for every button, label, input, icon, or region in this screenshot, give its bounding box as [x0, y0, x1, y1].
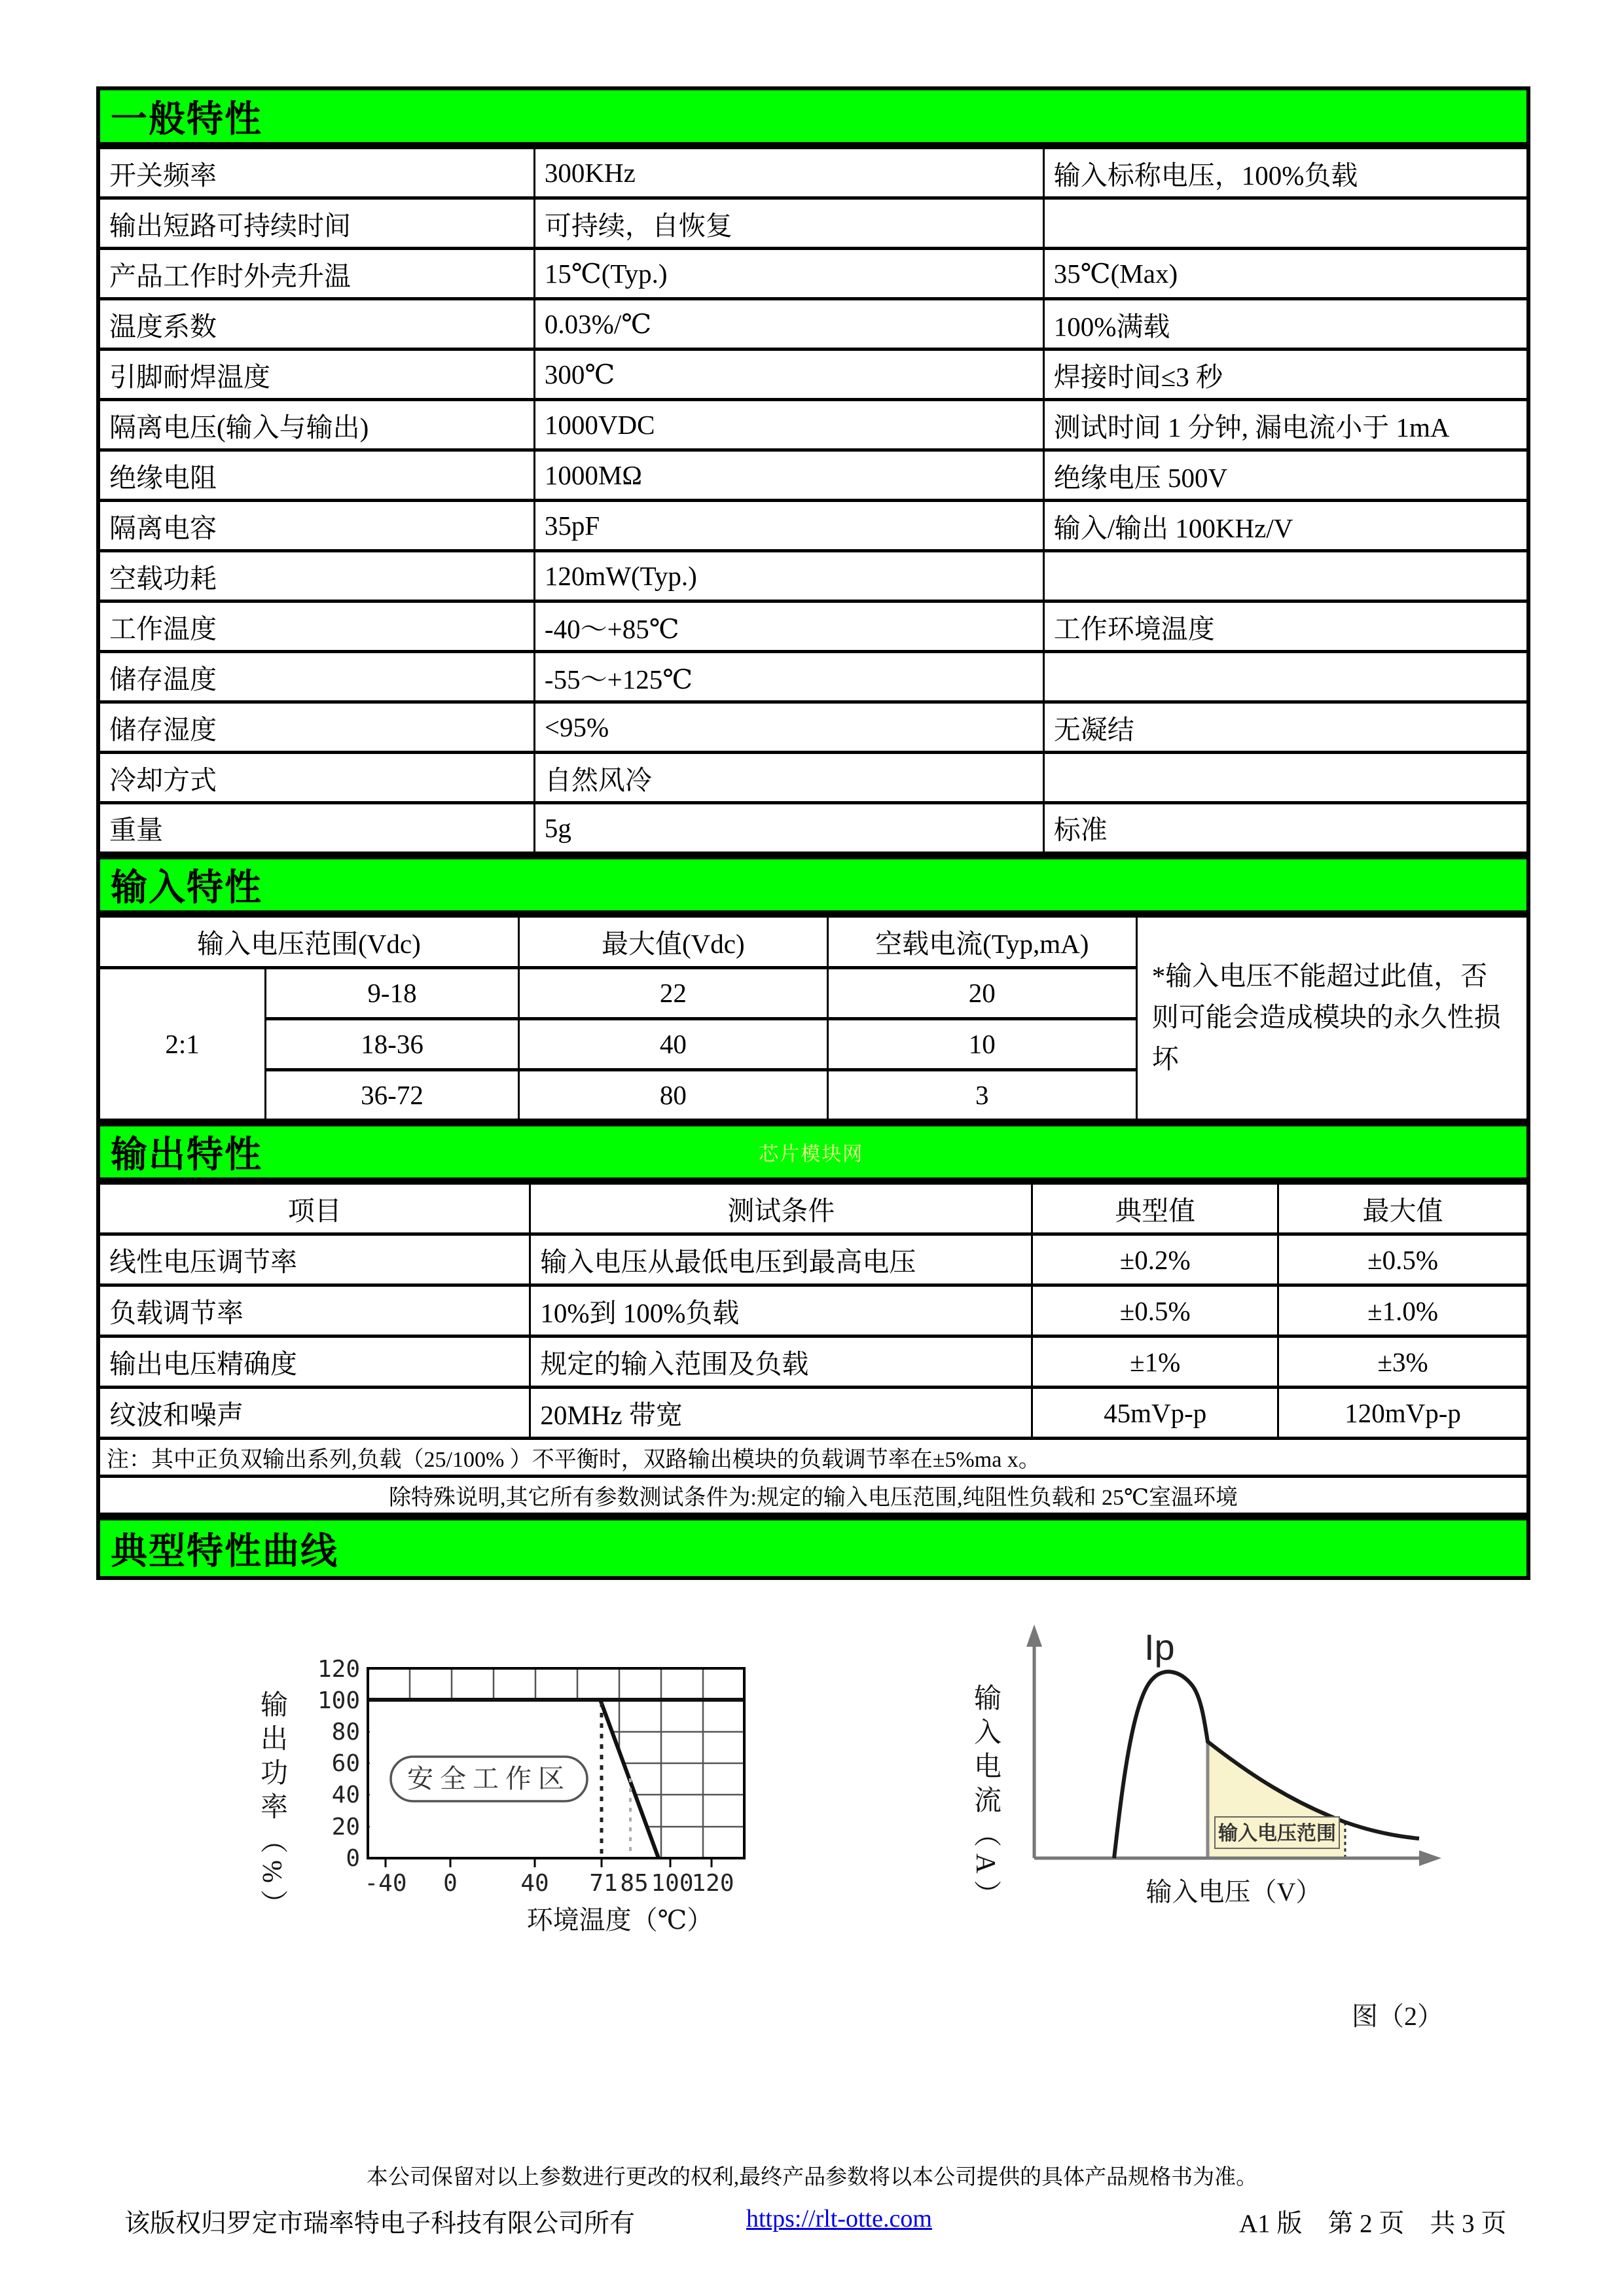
param-cell: 输出短路可持续时间	[98, 198, 534, 249]
max-cell: 40	[518, 1018, 827, 1069]
svg-text:40: 40	[331, 1782, 360, 1808]
region-label: 输入电压范围	[1218, 1823, 1336, 1844]
general-characteristics-table	[96, 146, 1530, 855]
param-cell: 储存湿度	[98, 702, 534, 753]
condition-cell: 10%到 100%负载	[530, 1285, 1032, 1336]
table-row	[98, 753, 1528, 803]
condition-cell: 焊接时间≤3 秒	[1043, 350, 1528, 400]
table-row	[98, 501, 1528, 551]
section-header-general	[96, 86, 1530, 146]
svg-text:100: 100	[651, 1870, 694, 1897]
value-cell: 1000MΩ	[534, 450, 1043, 501]
condition-cell	[1043, 198, 1528, 249]
y-axis-arrow-icon	[1026, 1624, 1042, 1647]
value-cell: 300KHz	[534, 148, 1043, 198]
derating-chart	[227, 1616, 816, 1963]
svg-text:60: 60	[331, 1750, 360, 1777]
typical-cell: ±0.2%	[1032, 1234, 1278, 1285]
value-cell: 35pF	[534, 501, 1043, 551]
svg-text:100: 100	[317, 1687, 360, 1714]
x-axis-label: 环境温度（℃）	[526, 1905, 713, 1935]
y-tick-labels	[317, 1656, 360, 1872]
param-cell: 工作温度	[98, 601, 534, 652]
section-header-input	[96, 855, 1530, 914]
value-cell: 自然风冷	[534, 753, 1043, 803]
condition-cell	[1043, 753, 1528, 803]
figure-caption: 图（2）	[1352, 2001, 1443, 2031]
idle-cell: 20	[827, 967, 1136, 1018]
footer-website-link[interactable]: https://rlt-otte.com	[746, 2205, 932, 2233]
max-cell: 80	[518, 1069, 827, 1121]
input-current-y-axis-label: 输入电流（A）	[970, 1683, 1000, 1914]
maximum-cell: ±3%	[1278, 1336, 1528, 1388]
table-row	[98, 1234, 1528, 1285]
svg-text:120: 120	[317, 1656, 360, 1683]
table-row	[98, 1336, 1528, 1388]
x-axis-label: 输入电压（V）	[1146, 1877, 1322, 1907]
watermark-text: 芯片模块网	[759, 1143, 864, 1165]
item-cell: 纹波和噪声	[98, 1388, 530, 1439]
svg-text:0: 0	[443, 1870, 458, 1897]
value-cell: -40～+85℃	[534, 601, 1043, 652]
table-row	[98, 601, 1528, 652]
table-row	[98, 803, 1528, 853]
param-cell: 空载功耗	[98, 551, 534, 601]
value-cell: 可持续，自恢复	[534, 198, 1043, 249]
table-row	[98, 299, 1528, 350]
svg-text:120: 120	[691, 1870, 734, 1897]
x-axis-arrow-icon	[1419, 1850, 1441, 1866]
value-cell: <95%	[534, 702, 1043, 753]
table-row	[98, 400, 1528, 450]
table-row	[98, 702, 1528, 753]
table-row	[98, 350, 1528, 400]
table-row	[98, 148, 1528, 198]
condition-cell: 测试时间 1 分钟, 漏电流小于 1mA	[1043, 400, 1528, 450]
table-row	[98, 652, 1528, 702]
condition-cell: 标准	[1043, 803, 1528, 853]
table-row	[98, 198, 1528, 249]
derating-y-axis-label: 输出功率（%）	[257, 1690, 287, 1924]
maximum-cell: 120mVp-p	[1278, 1388, 1528, 1439]
typical-cell: ±0.5%	[1032, 1285, 1278, 1336]
section-title: 输入特性	[111, 867, 262, 908]
svg-text:20: 20	[331, 1814, 360, 1840]
param-cell: 开关频率	[98, 148, 534, 198]
param-cell: 隔离电容	[98, 501, 534, 551]
item-cell: 负载调节率	[98, 1285, 530, 1336]
footer-copyright: 该版权归罗定市瑞率特电子科技有限公司所有	[124, 2210, 636, 2238]
param-cell: 重量	[98, 803, 534, 853]
header-item: 项目	[98, 1183, 530, 1234]
note-row	[98, 1439, 1528, 1477]
value-cell: 5g	[534, 803, 1043, 853]
condition-cell: 输入标称电压，100%负载	[1043, 148, 1528, 198]
param-cell: 引脚耐焊温度	[98, 350, 534, 400]
section-title: 输出特性	[111, 1135, 262, 1175]
range-cell: 18-36	[266, 1018, 519, 1069]
condition-cell: 输入电压从最低电压到最高电压	[530, 1234, 1032, 1285]
condition-cell	[1043, 652, 1528, 702]
range-cell: 36-72	[266, 1069, 519, 1121]
input-current-chart	[936, 1606, 1460, 2058]
header-idle-current: 空载电流(Typ,mA)	[827, 916, 1136, 967]
header-maximum: 最大值	[1278, 1183, 1528, 1234]
typical-cell: ±1%	[1032, 1336, 1278, 1388]
maximum-cell: ±0.5%	[1278, 1234, 1528, 1285]
table-row	[98, 1285, 1528, 1336]
safe-area-label: 安全工作区	[407, 1764, 571, 1793]
svg-text:40: 40	[520, 1870, 549, 1897]
item-cell: 线性电压调节率	[98, 1234, 530, 1285]
condition-cell: 输入/输出 100KHz/V	[1043, 501, 1528, 551]
section-header-output	[96, 1122, 1530, 1181]
table-row	[98, 249, 1528, 299]
typical-curves-area	[96, 1580, 1530, 2090]
svg-text:-40: -40	[364, 1870, 407, 1897]
input-voltage-warning-note: *输入电压不能超过此值，否则可能会造成模块的永久性损坏	[1136, 916, 1528, 1121]
table-header-row	[98, 916, 1528, 967]
output-note-2: 除特殊说明,其它所有参数测试条件为:规定的输入电压范围,纯阻性负载和 25℃室温环境	[98, 1477, 1528, 1515]
max-cell: 22	[518, 967, 827, 1018]
note-row	[98, 1477, 1528, 1515]
value-cell: 300℃	[534, 350, 1043, 400]
header-test-condition: 测试条件	[530, 1183, 1032, 1234]
param-cell: 隔离电压(输入与输出)	[98, 400, 534, 450]
value-cell: -55～+125℃	[534, 652, 1043, 702]
condition-cell: 绝缘电压 500V	[1043, 450, 1528, 501]
table-row	[98, 450, 1528, 501]
param-cell: 绝缘电阻	[98, 450, 534, 501]
param-cell: 冷却方式	[98, 753, 534, 803]
value-cell: 15℃(Typ.)	[534, 249, 1043, 299]
footer-disclaimer: 本公司保留对以上参数进行更改的权利,最终产品参数将以本公司提供的具体产品规格书为准。	[366, 2166, 1258, 2189]
section-title: 典型特性曲线	[111, 1531, 338, 1572]
condition-cell: 无凝结	[1043, 702, 1528, 753]
x-tick-labels	[364, 1870, 734, 1897]
condition-cell: 100%满载	[1043, 299, 1528, 350]
output-characteristics-table	[96, 1181, 1530, 1516]
section-header-curves	[96, 1516, 1530, 1580]
svg-text:80: 80	[331, 1719, 360, 1746]
svg-text:71: 71	[589, 1870, 618, 1897]
output-note-1: 注：其中正负双输出系列,负载（25/100% ）不平衡时，双路输出模块的负载调节率在±5%ma x。	[98, 1439, 1528, 1477]
x-axis-ticks	[386, 1858, 712, 1867]
svg-text:85: 85	[620, 1870, 649, 1897]
idle-cell: 10	[827, 1018, 1136, 1069]
item-cell: 输出电压精确度	[98, 1336, 530, 1388]
value-cell: 1000VDC	[534, 400, 1043, 450]
condition-cell: 35℃(Max)	[1043, 249, 1528, 299]
maximum-cell: ±1.0%	[1278, 1285, 1528, 1336]
condition-cell	[1043, 551, 1528, 601]
header-max-value: 最大值(Vdc)	[518, 916, 827, 967]
value-cell: 0.03%/℃	[534, 299, 1043, 350]
header-typical: 典型值	[1032, 1183, 1278, 1234]
footer-page-info: A1 版 第 2 页 共 3 页	[1239, 2210, 1507, 2238]
peak-current-label: Ip	[1144, 1626, 1175, 1668]
param-cell: 产品工作时外壳升温	[98, 249, 534, 299]
condition-cell: 规定的输入范围及负载	[530, 1336, 1032, 1388]
table-row	[98, 551, 1528, 601]
param-cell: 储存温度	[98, 652, 534, 702]
value-cell: 120mW(Typ.)	[534, 551, 1043, 601]
range-cell: 9-18	[266, 967, 519, 1018]
header-input-range: 输入电压范围(Vdc)	[98, 916, 518, 967]
table-row	[98, 1388, 1528, 1439]
typical-cell: 45mVp-p	[1032, 1388, 1278, 1439]
svg-text:0: 0	[346, 1845, 360, 1872]
ratio-cell: 2:1	[98, 967, 266, 1121]
table-header-row	[98, 1183, 1528, 1234]
input-characteristics-table	[96, 914, 1530, 1123]
section-title: 一般特性	[111, 99, 262, 140]
content-column	[96, 86, 1530, 2090]
param-cell: 温度系数	[98, 299, 534, 350]
condition-cell: 工作环境温度	[1043, 601, 1528, 652]
condition-cell: 20MHz 带宽	[530, 1388, 1032, 1439]
idle-cell: 3	[827, 1069, 1136, 1121]
